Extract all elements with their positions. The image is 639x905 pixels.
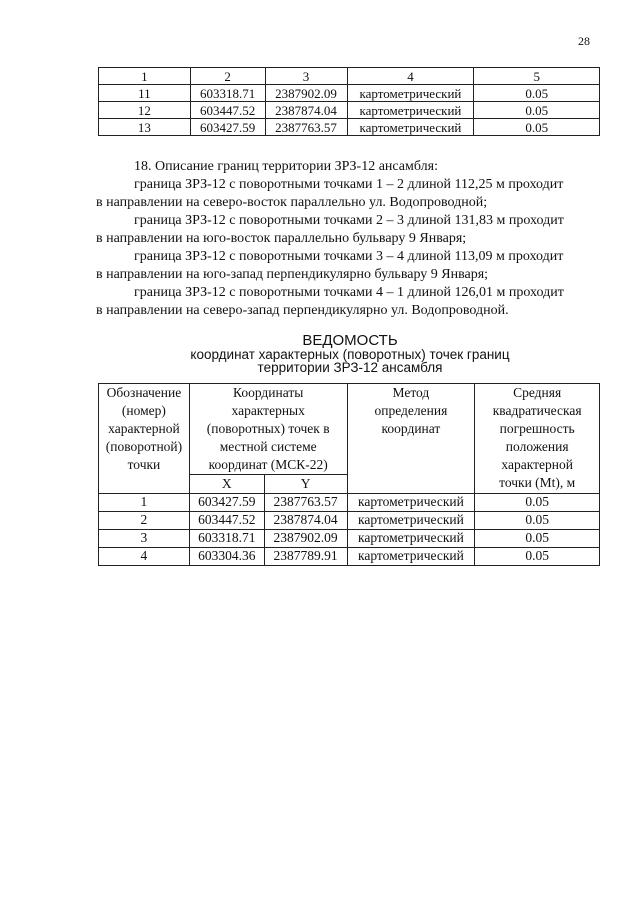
cell: 603447.52 xyxy=(190,102,265,119)
cell: 3 xyxy=(99,530,190,548)
table-coordinates xyxy=(98,383,600,566)
header-cell: 3 xyxy=(265,68,347,85)
paragraph-line: граница ЗРЗ-12 с поворотными точками 4 – 1 длиной 126,01 м проходит xyxy=(134,285,564,300)
header-y: Y xyxy=(264,475,347,494)
page-number: 28 xyxy=(578,34,590,48)
header-cell: 2 xyxy=(190,68,265,85)
header-method: Метод определения координат xyxy=(347,384,475,494)
cell: 2387902.09 xyxy=(264,530,347,548)
cell: 603318.71 xyxy=(189,530,264,548)
header-coordinates: Координаты характерных (поворотных) точек в местной системе координат (МСК-22) xyxy=(189,384,347,475)
paragraph-line: в направлении на юго-запад перпендикулярно бульвару 9 Января; xyxy=(96,267,489,282)
cell: 4 xyxy=(99,548,190,566)
header-point-designation: Обозначение (номер) характерной (поворотной) точки xyxy=(99,384,190,494)
statement-title: ВЕДОМОСТЬ xyxy=(302,332,398,349)
cell: 0.05 xyxy=(475,548,600,566)
cell: 1 xyxy=(99,494,190,512)
header-cell: 5 xyxy=(474,68,600,85)
paragraph-line: граница ЗРЗ-12 с поворотными точками 2 – 3 длиной 131,83 м проходит xyxy=(134,213,564,228)
table-header-row xyxy=(99,68,600,85)
cell: 0.05 xyxy=(474,119,600,136)
cell: картометрический xyxy=(347,85,474,102)
cell: 2387874.04 xyxy=(265,102,347,119)
cell: 2387902.09 xyxy=(265,85,347,102)
table-row xyxy=(99,102,600,119)
table-row xyxy=(99,119,600,136)
cell: 0.05 xyxy=(475,530,600,548)
paragraph-line: в направлении на северо-запад перпендикулярно ул. Водопроводной. xyxy=(96,303,509,318)
paragraph-line: в направлении на юго-восток параллельно бульвару 9 Января; xyxy=(96,231,467,246)
statement-subtitle: координат характерных (поворотных) точек границ xyxy=(190,347,510,362)
header-cell: 4 xyxy=(347,68,474,85)
cell: 0.05 xyxy=(474,102,600,119)
cell: 12 xyxy=(99,102,191,119)
table-row xyxy=(99,512,600,530)
cell: 2387789.91 xyxy=(264,548,347,566)
cell: картометрический xyxy=(347,512,475,530)
cell: 0.05 xyxy=(474,85,600,102)
cell: 2387763.57 xyxy=(265,119,347,136)
cell: картометрический xyxy=(347,548,475,566)
statement-subtitle: территории ЗРЗ-12 ансамбля xyxy=(257,360,443,375)
cell: картометрический xyxy=(347,119,474,136)
cell: 2387874.04 xyxy=(264,512,347,530)
cell: 603427.59 xyxy=(190,119,265,136)
table-row xyxy=(99,530,600,548)
cell: 603304.36 xyxy=(189,548,264,566)
table-coordinates-continued xyxy=(98,67,600,136)
paragraph-line: граница ЗРЗ-12 с поворотными точками 1 – 2 длиной 112,25 м проходит xyxy=(134,177,564,192)
header-x: X xyxy=(189,475,264,494)
table-row xyxy=(99,494,600,512)
table-row xyxy=(99,548,600,566)
section-heading: 18. Описание границ территории ЗРЗ-12 ансамбля: xyxy=(134,159,438,174)
cell: 2 xyxy=(99,512,190,530)
paragraph-line: в направлении на северо-восток параллельно ул. Водопроводной; xyxy=(96,195,488,210)
cell: картометрический xyxy=(347,530,475,548)
table-row xyxy=(99,85,600,102)
cell: картометрический xyxy=(347,494,475,512)
cell: 603318.71 xyxy=(190,85,265,102)
cell: картометрический xyxy=(347,102,474,119)
header-error: Средняя квадратическая погрешность положения характерной точки (Mt), м xyxy=(475,384,600,494)
cell: 603447.52 xyxy=(189,512,264,530)
cell: 2387763.57 xyxy=(264,494,347,512)
table-header-row xyxy=(99,384,600,475)
cell: 0.05 xyxy=(475,512,600,530)
cell: 603427.59 xyxy=(189,494,264,512)
header-cell: 1 xyxy=(99,68,191,85)
paragraph-line: граница ЗРЗ-12 с поворотными точками 3 – 4 длиной 113,09 м проходит xyxy=(134,249,564,264)
cell: 13 xyxy=(99,119,191,136)
cell: 11 xyxy=(99,85,191,102)
cell: 0.05 xyxy=(475,494,600,512)
